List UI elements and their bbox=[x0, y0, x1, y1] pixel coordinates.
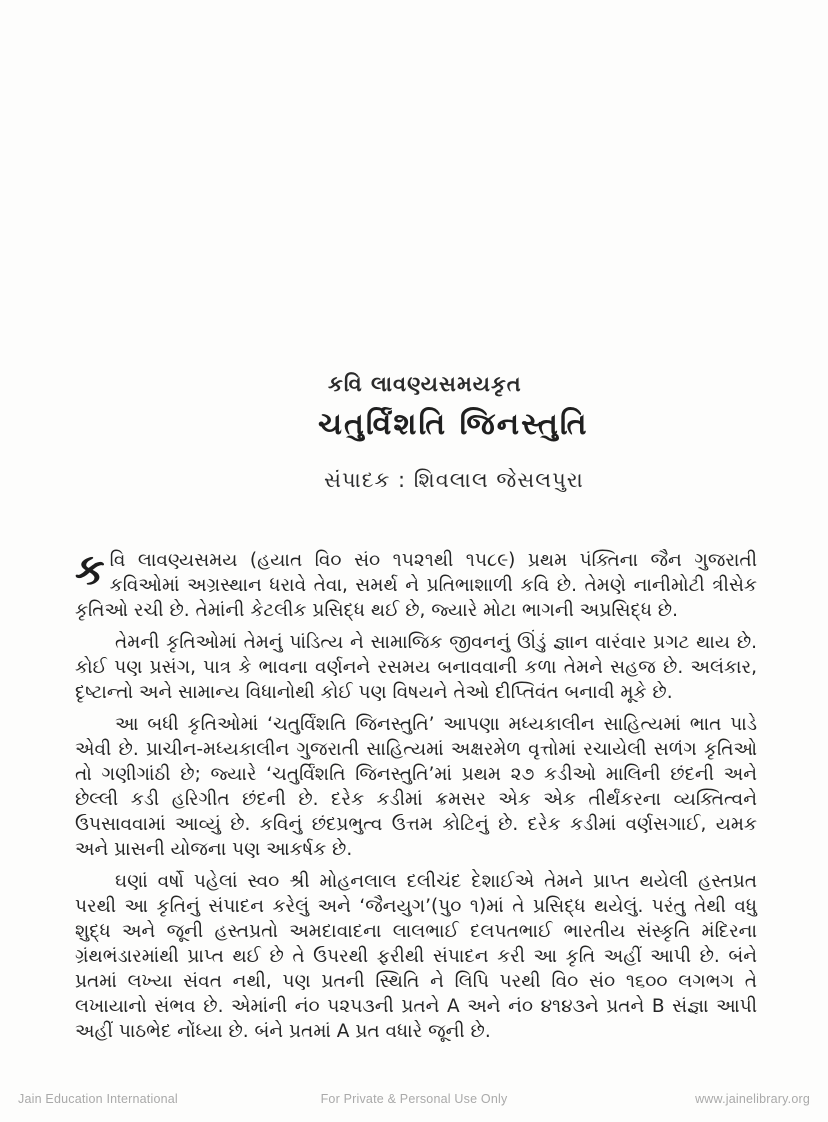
author-kicker: કવિ લાવણ્યસમયકૃત bbox=[328, 372, 522, 396]
footer-publisher: Jain Education International bbox=[18, 1092, 178, 1106]
body-text bbox=[75, 545, 757, 1044]
paragraph: તેમની કૃતિઓમાં તેમનું પાંડિત્ય ને સામાજિક જીવનનું ઊંડું જ્ઞાન વારંવાર પ્રગટ થાય છે. કોઈ પણ પ્રસંગ, પાત્ર કે ભાવના વર્ણનને રસમય બનાવવાની કળા તેમને સહજ છે. અલંકાર, દૃષ્ટાન્તો અને સામાન્ય વિધાનોથી કોઈ પણ વિષયને તેઓ દીપ્તિવંત બનાવી મૂકે છે. bbox=[75, 632, 757, 703]
paragraph bbox=[75, 545, 757, 623]
editor-line: સંપાદક : શિવલાલ જેસલપુરા bbox=[324, 468, 584, 492]
title-block bbox=[318, 372, 589, 493]
paragraph: આ બધી કૃતિઓમાં ‘ચતુર્વિંશતિ જિનસ્તુતિ’ આપણા મધ્યકાલીન સાહિત્યમાં ભાત પાડે એવી છે. પ્રાચીન-મધ્યકાલીન ગુજરાતી સાહિત્યમાં અક્ષરમેળ વૃત્તોમાં રચાયેલી સળંગ કૃતિઓ તો ગણીગાંઠી છે; જ્યારે ‘ચતુર્વિંશતિ જિનસ્તુતિ’માં પ્રથમ ૨૭ કડીઓ માલિની છંદની અને છેલ્લી કડી હરિગીત છંદની છે. દરેક કડીમાં ક્રમસર એક એક તીર્થંકરના વ્યક્તિત્વને ઉપસાવવામાં આવ્યું છે. કવિનું છંદપ્રભુત્વ ઉત્તમ કોટિનું છે. દરેક કડીમાં વર્ણસગાઈ, યમક અને પ્રાસની યોજના પણ આકર્ષક છે. bbox=[75, 714, 757, 860]
drop-cap: ક bbox=[75, 545, 105, 594]
paragraph: ઘણાં વર્ષો પહેલાં સ્વ૦ શ્રી મોહનલાલ દલીચંદ દેશાઈએ તેમને પ્રાપ્ત થયેલી હસ્તપ્રત પરથી આ કૃતિનું સંપાદન કરેલું અને ‘જૈનયુગ’(પુ૦ ૧)માં તે પ્રસિદ્ધ થયેલું. પરંતુ તેથી વધુ શુદ્ધ અને જૂની હસ્તપ્રતો અમદાવાદના લાલભાઈ દલપતભાઈ ભારતીય સંસ્કૃતિ મંદિરના ગ્રંથભંડારમાંથી પ્રાપ્ત થઈ છે તે ઉપરથી ફરીથી સંપાદન કરી આ કૃતિ અહીં આપી છે. બંને પ્રતમાં લખ્યા સંવત નથી, પણ પ્રતની સ્થિતિ ને લિપિ પરથી વિ૦ સં૦ ૧૬૦૦ લગભગ તે લખાયાનો સંભવ છે. એમાંની નં૦ ૫૨૫૩ની પ્રતને A અને નં૦ ૪૧૪૩ને પ્રતને B સંજ્ઞા આપી અહીં પાઠભેદ નોંધ્યા છે. બંને પ્રતમાં A પ્રત વધારે જૂની છે. bbox=[75, 871, 757, 1042]
paragraph-text: વિ લાવણ્યસમય (હયાત વિ૦ સં૦ ૧૫૨૧થી ૧૫૮૯) પ્રથમ પંક્તિના જૈન ગુજરાતી કવિઓમાં અગ્રસ્થાન ધરાવે તેવા, સમર્થ ને પ્રતિભાશાળી કવિ છે. તેમણે નાનીમોટી ત્રીસેક કૃતિઓ રચી છે. તેમાંની કેટલીક પ્રસિદ્ધ થઈ છે, જ્યારે મોટા ભાગની અપ્રસિદ્ધ છે. bbox=[75, 550, 757, 621]
footer-website: www.jainelibrary.org bbox=[695, 1092, 810, 1106]
footer-usage-note: For Private & Personal Use Only bbox=[320, 1092, 508, 1106]
page-title: ચતુર્વિંશતિ જિનસ્તુતિ bbox=[318, 407, 589, 442]
page-footer bbox=[18, 1092, 810, 1106]
